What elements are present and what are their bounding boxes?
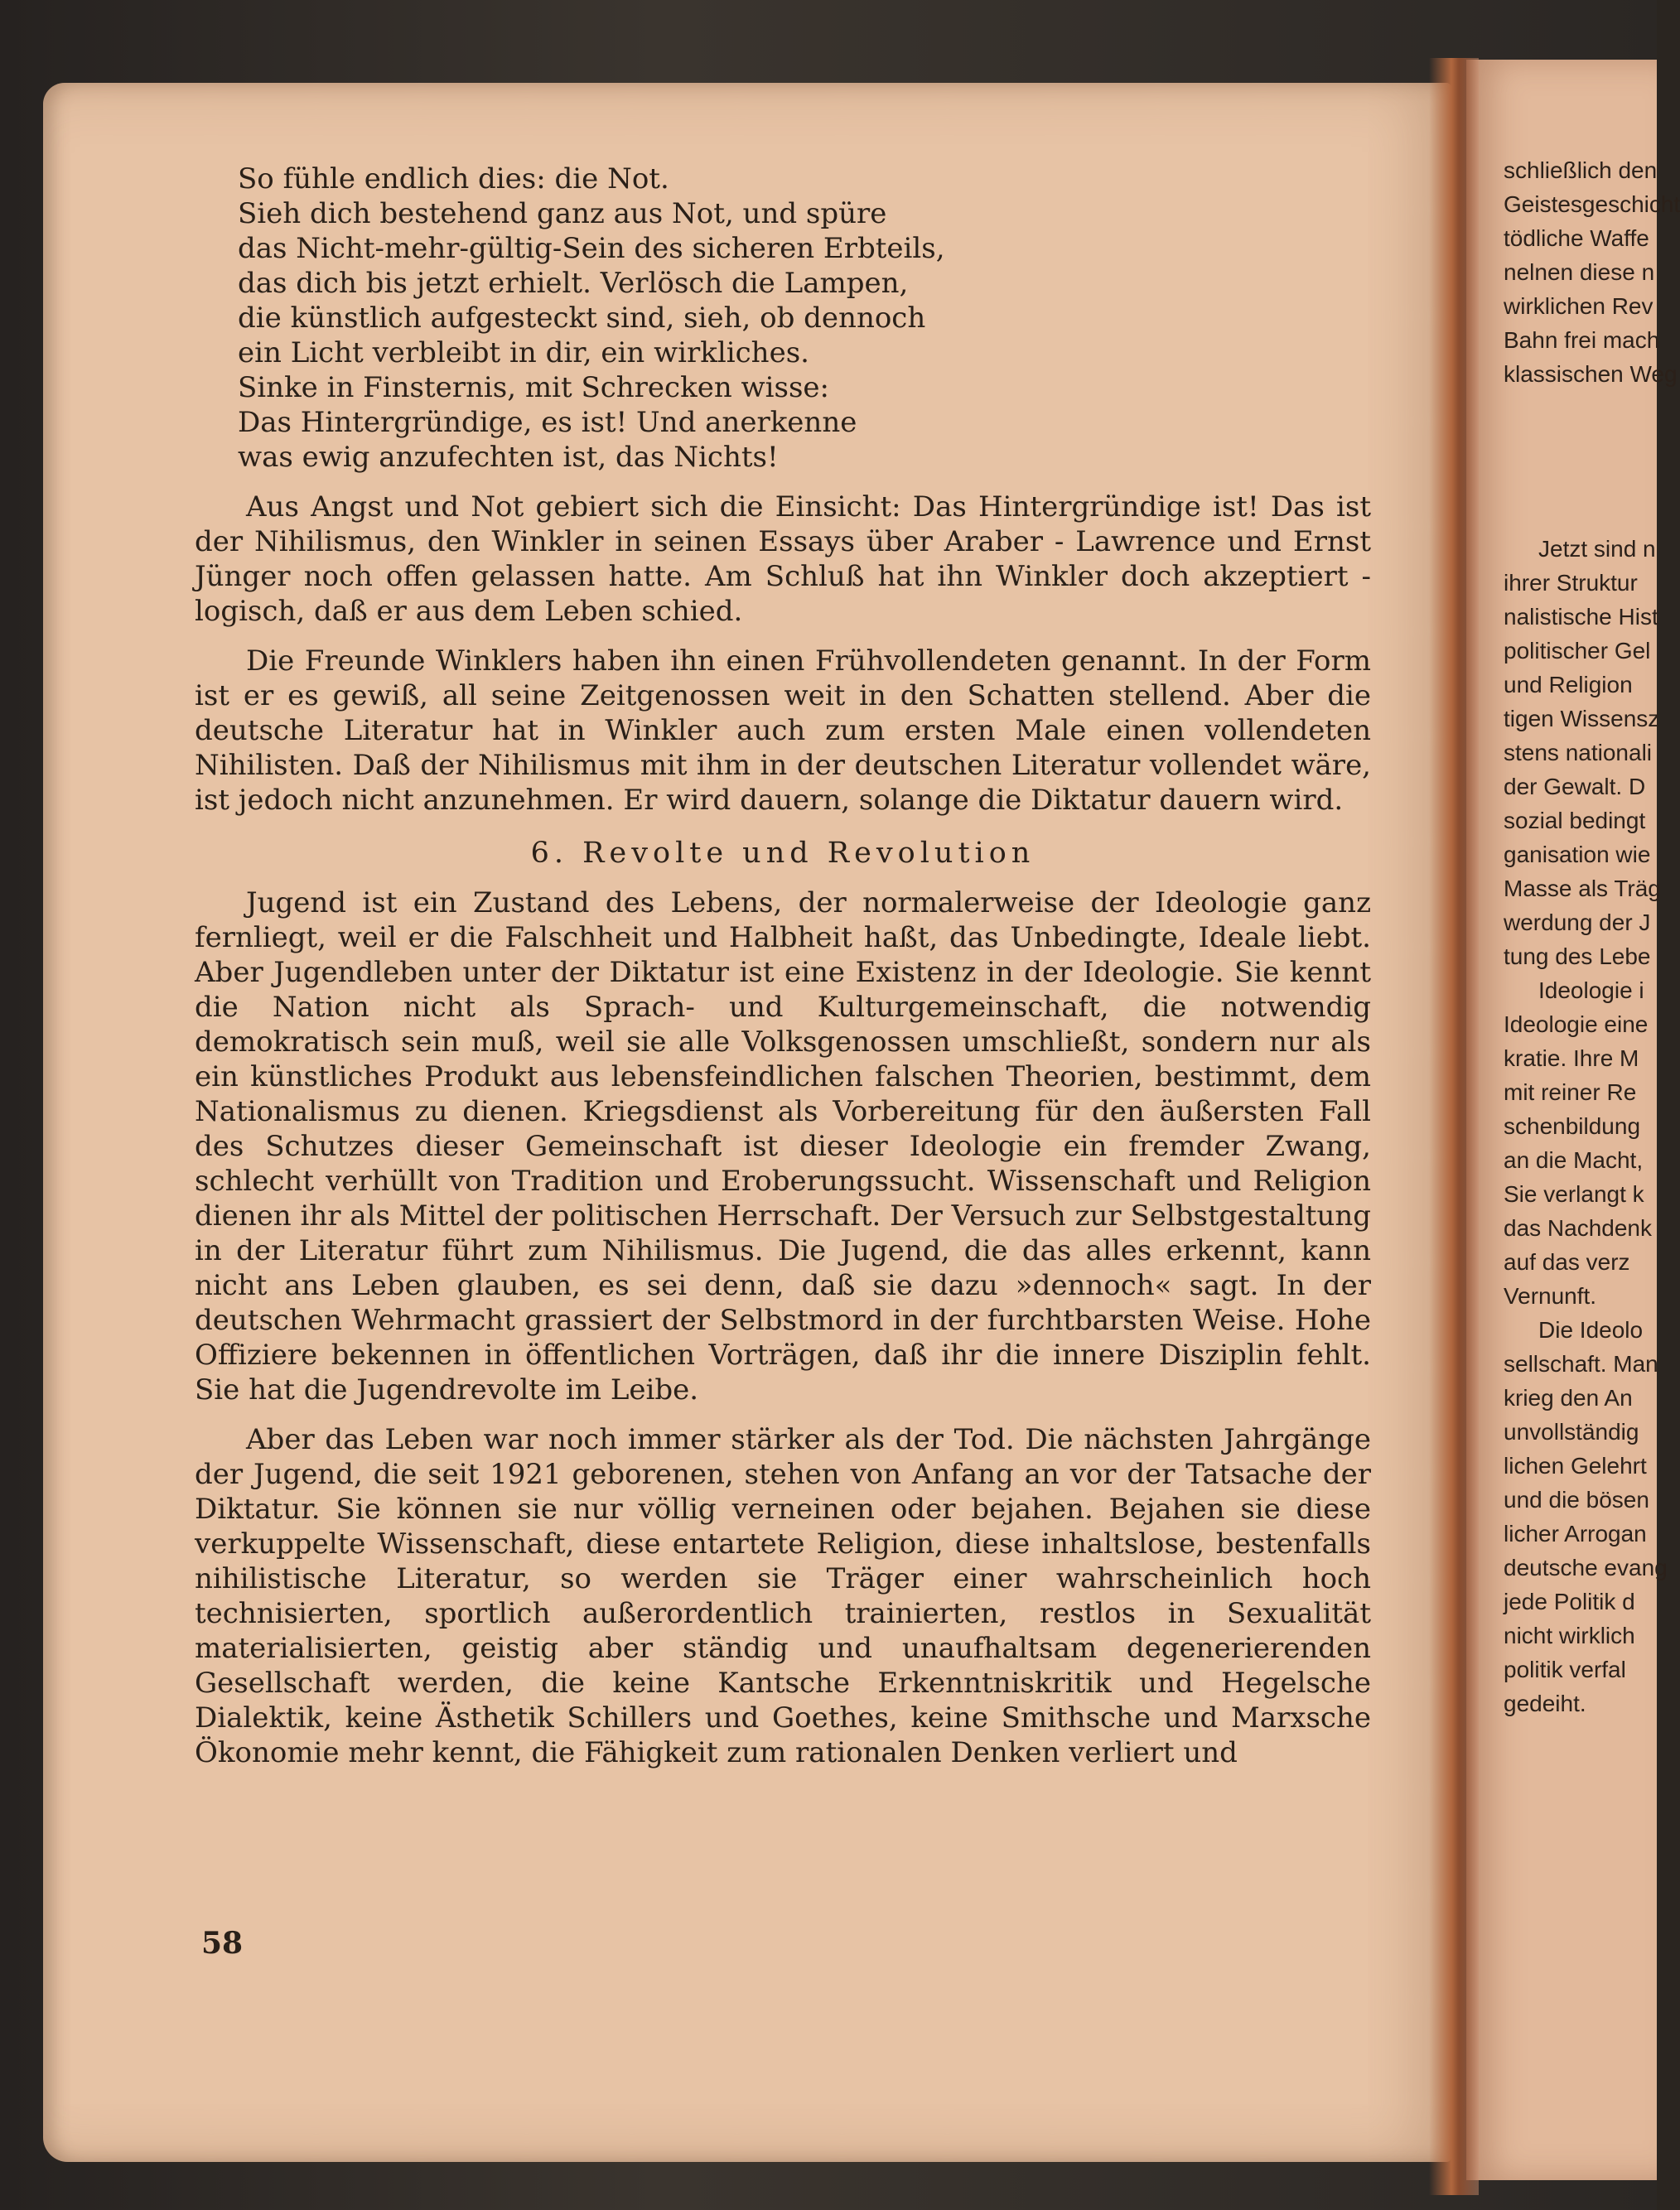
- right-line: sellschaft. Man: [1504, 1351, 1658, 1377]
- verse-line: So fühle endlich dies: die Not.: [238, 162, 669, 195]
- right-block-2: [1504, 532, 1668, 1720]
- verse-line: ein Licht verbleibt in dir, ein wirkliches.: [238, 336, 809, 369]
- right-line: tigen Wissensz: [1504, 706, 1660, 731]
- right-line: Geistesgeschicht: [1504, 191, 1680, 217]
- right-line: krieg den An: [1504, 1385, 1633, 1411]
- right-line: politik verfal: [1504, 1657, 1626, 1682]
- right-line: werdung der J: [1504, 910, 1651, 935]
- right-line: Bahn frei mach: [1504, 327, 1660, 353]
- right-line: Ideologie eine: [1504, 1011, 1649, 1037]
- right-line: stens nationali: [1504, 740, 1653, 765]
- right-line: kratie. Ihre M: [1504, 1045, 1639, 1071]
- paragraph: Jugend ist ein Zustand des Lebens, der normalerweise der Ideologie ganz fernliegt, weil er die Falschheit und Halbheit haßt, das Unbedingte, Ideale liebt. Aber Jugendleben unter der Diktatur ist eine Existenz in der Ideologie. Sie kennt die Nation nicht als Sprach- und Kulturgemeinschaft, die notwendig demokratisch sein muß, weil sie alle Volksgenossen umschließt, sondern nur als ein künstliches Produkt aus lebensfeindlichen falschen Theorien, bestimmt, dem Nationalismus zu dienen. Kriegsdienst als Vorbereitung für den äußersten Fall des Schutzes dieser Gemeinschaft ist dieser Ideologie ein fremder Zwang, schlecht verhüllt von Tradition und Eroberungssucht. Wissenschaft und Religion dienen ihr als Mittel der politischen Herrschaft. Der Versuch zur Selbstgestaltung in der Literatur führt zum Nihilismus. Die Jugend, die das alles erkennt, kann nicht ans Leben glauben, es sei denn, daß sie dazu »dennoch« sagt. In der deutschen Wehrmacht grassiert der Selbstmord in der furchtbarsten Weise. Hohe Offiziere bekennen in öffentlichen Vorträgen, daß ihr die innere Disziplin fehlt. Sie hat die Jugendrevolte im Leibe.: [195, 886, 1371, 1407]
- right-line: sozial bedingt: [1504, 808, 1646, 833]
- verse-line: das Nicht-mehr-gültig-Sein des sicheren Erbteils,: [238, 232, 945, 265]
- book-gutter: [1429, 58, 1479, 2195]
- right-line: auf das verz: [1504, 1249, 1630, 1275]
- right-line: Die Ideolo: [1538, 1317, 1644, 1343]
- right-line: klassischen Weg: [1504, 361, 1678, 387]
- right-line: politischer Gel: [1504, 638, 1651, 663]
- verse-line: Sinke in Finsternis, mit Schrecken wisse:: [238, 371, 829, 404]
- right-line: Jetzt sind n: [1538, 536, 1656, 562]
- right-line: und Religion: [1504, 672, 1633, 697]
- right-line: und die bösen: [1504, 1487, 1649, 1513]
- right-line: tödliche Waffe: [1504, 225, 1649, 251]
- right-line: schenbildung: [1504, 1113, 1641, 1139]
- right-block-1: [1504, 153, 1680, 391]
- right-line: ihrer Struktur: [1504, 570, 1638, 596]
- left-page-text: [195, 162, 1371, 1770]
- right-line: Masse als Träg: [1504, 876, 1661, 901]
- right-line: gedeiht.: [1504, 1691, 1586, 1716]
- right-line: an die Macht,: [1504, 1147, 1644, 1173]
- right-line: schließlich den: [1504, 157, 1658, 183]
- right-line: nalistische Hist: [1504, 604, 1658, 630]
- verse-line: was ewig anzufechten ist, das Nichts!: [238, 441, 779, 474]
- paragraph: Die Freunde Winklers haben ihn einen Frühvollendeten genannt. In der Form ist er es gewiß, all seine Zeitgenossen weit in den Schatten stellend. Aber die deutsche Literatur hat in Winkler auch zum ersten Male einen vollendeten Nihilisten. Daß der Nihilismus mit ihm in der deutschen Literatur vollendet wäre, ist jedoch nicht anzunehmen. Er wird dauern, solange die Diktatur dauern wird.: [195, 644, 1371, 817]
- right-line: licher Arrogan: [1504, 1521, 1647, 1547]
- verse-line: Sieh dich bestehend ganz aus Not, und spüre: [238, 197, 887, 230]
- right-line: jede Politik d: [1504, 1589, 1635, 1614]
- right-line: Vernunft.: [1504, 1283, 1597, 1309]
- verse-line: Das Hintergründige, es ist! Und anerkenne: [238, 406, 857, 439]
- right-line: mit reiner Re: [1504, 1079, 1637, 1105]
- right-line: wirklichen Rev: [1504, 293, 1653, 319]
- right-line: der Gewalt. D: [1504, 774, 1646, 799]
- right-line: tung des Lebe: [1504, 943, 1651, 969]
- section-heading: 6. Revolte und Revolution: [530, 837, 1036, 870]
- right-line: unvollständig: [1504, 1419, 1639, 1445]
- right-line: deutsche evang: [1504, 1555, 1668, 1580]
- right-line: Sie verlangt k: [1504, 1181, 1644, 1207]
- paragraph: Aus Angst und Not gebiert sich die Einsicht: Das Hintergründige ist! Das ist der Nihilismus, den Winkler in seinen Essays über Araber - Lawrence und Ernst Jünger noch offen gelassen hatte. Am Schluß hat ihn Winkler doch akzeptiert - logisch, daß er aus dem Leben schied.: [195, 490, 1371, 628]
- right-line: lichen Gelehrt: [1504, 1453, 1647, 1479]
- right-page-text: [1504, 153, 1680, 1720]
- verse-line: die künstlich aufgesteckt sind, sieh, ob dennoch: [238, 302, 926, 335]
- right-line: nelnen diese n: [1504, 259, 1655, 285]
- right-line: ganisation wie: [1504, 842, 1651, 867]
- verse-line: das dich bis jetzt erhielt. Verlösch die Lampen,: [238, 267, 909, 300]
- right-line: nicht wirklich: [1504, 1623, 1635, 1648]
- paragraph: Aber das Leben war noch immer stärker als der Tod. Die nächsten Jahrgänge der Jugend, die seit 1921 geborenen, stehen von Anfang an vor der Tatsache der Diktatur. Sie können sie nur völlig verneinen oder bejahen. Bejahen sie diese verkuppelte Wissenschaft, diese entartete Religion, diese inhaltslose, bestenfalls nihilistische Literatur, so werden sie Träger einer wahrscheinlich hoch technisierten, sportlich außerordentlich trainierten, restlos in Sexualität materialisierten, geistig aber ständig und unaufhaltsam degenerierenden Gesellschaft werden, die keine Kantsche Erkenntniskritik und Hegelsche Dialektik, keine Ästhetik Schillers und Goethes, keine Smithsche und Marxsche Ökonomie mehr kennt, die Fähigkeit zum rationalen Denken verliert und: [195, 1423, 1371, 1769]
- right-line: das Nachdenk: [1504, 1215, 1653, 1241]
- right-line: Ideologie i: [1538, 977, 1644, 1003]
- verse-block: [238, 162, 1371, 475]
- page-number: 58: [201, 1926, 244, 1961]
